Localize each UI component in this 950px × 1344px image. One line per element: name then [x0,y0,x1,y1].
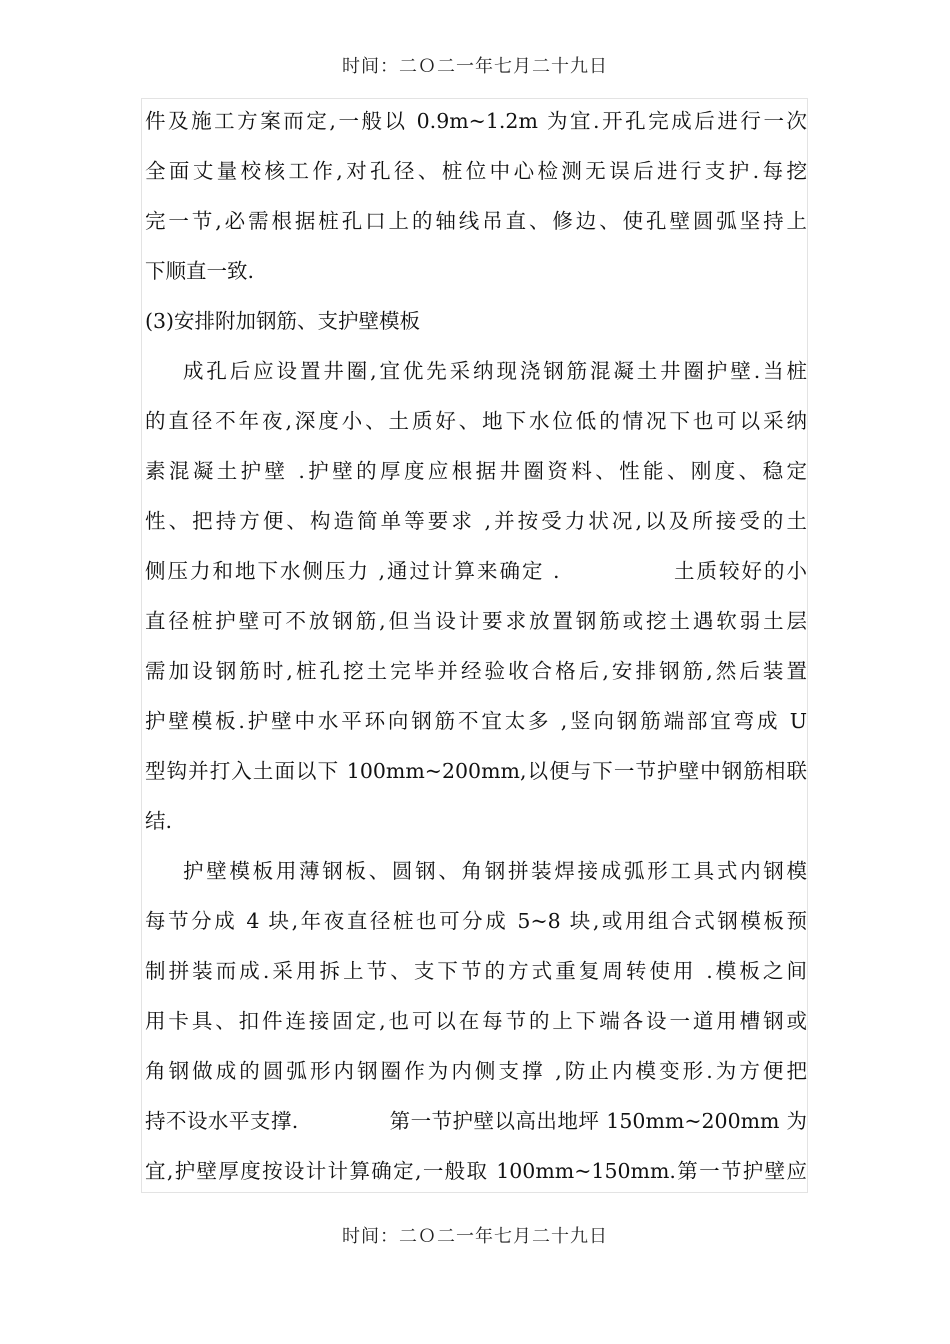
body-line: 用卡具、扣件连接固定,也可以在每节的上下端各设一道用槽钢或 [145,1009,807,1033]
body-line: 持不设水平支撑. 第一节护壁以高出地坪 150mm~200mm 为 [145,1109,807,1133]
body-line: 护壁模板.护壁中水平环向钢筋不宜太多 ,竖向钢筋端部宜弯成 U [145,709,807,733]
body-line: 制拼装而成.采用拆上节、支下节的方式重复周转使用 .模板之间 [145,959,807,983]
body-line: 的直径不年夜,深度小、土质好、地下水位低的情况下也可以采纳 [145,409,807,433]
body-line: 直径桩护壁可不放钢筋,但当设计要求放置钢筋或挖土遇软弱土层 [145,609,807,633]
body-line: 性、把持方便、构造简单等要求 ,并按受力状况,以及所接受的土 [145,509,807,533]
body-line: 件及施工方案而定,一般以 0.9m~1.2m 为宜.开孔完成后进行一次 [145,109,807,133]
body-line: 需加设钢筋时,桩孔挖土完毕并经验收合格后,安排钢筋,然后装置 [145,659,807,683]
body-line: 完一节,必需根据桩孔口上的轴线吊直、修边、使孔壁圆弧坚持上 [145,209,807,233]
body-line: 角钢做成的圆弧形内钢圈作为内侧支撑 ,防止内模变形.为方便把 [145,1059,807,1083]
body-line: 成孔后应设置井圈,宜优先采纳现浇钢筋混凝土井圈护壁.当桩 [183,359,807,383]
body-line: 素混凝土护壁 .护壁的厚度应根据井圈资料、性能、刚度、稳定 [145,459,807,483]
body-line: 全面丈量校核工作,对孔径、桩位中心检测无误后进行支护.每挖 [145,159,807,183]
body-line: 每节分成 4 块,年夜直径桩也可分成 5~8 块,或用组合式钢模板预 [145,909,807,933]
page-footer: 时间：二Ｏ二一年七月二十九日 [342,1226,608,1247]
body-line: 宜,护壁厚度按设计计算确定,一般取 100mm~150mm.第一节护壁应 [145,1159,807,1183]
section-heading: (3)安排附加钢筋、支护壁模板 [145,309,421,333]
body-line: 护壁模板用薄钢板、圆钢、角钢拼装焊接成弧形工具式内钢模 [183,859,807,883]
body-line: 型钩并打入土面以下 100mm~200mm,以便与下一节护壁中钢筋相联 [145,759,807,783]
page-header: 时间：二Ｏ二一年七月二十九日 [342,56,608,77]
body-line: 下顺直一致. [145,259,255,283]
body-line: 侧压力和地下水侧压力 ,通过计算来确定 . 土质较好的小 [145,559,807,583]
body-line: 结. [145,809,173,833]
